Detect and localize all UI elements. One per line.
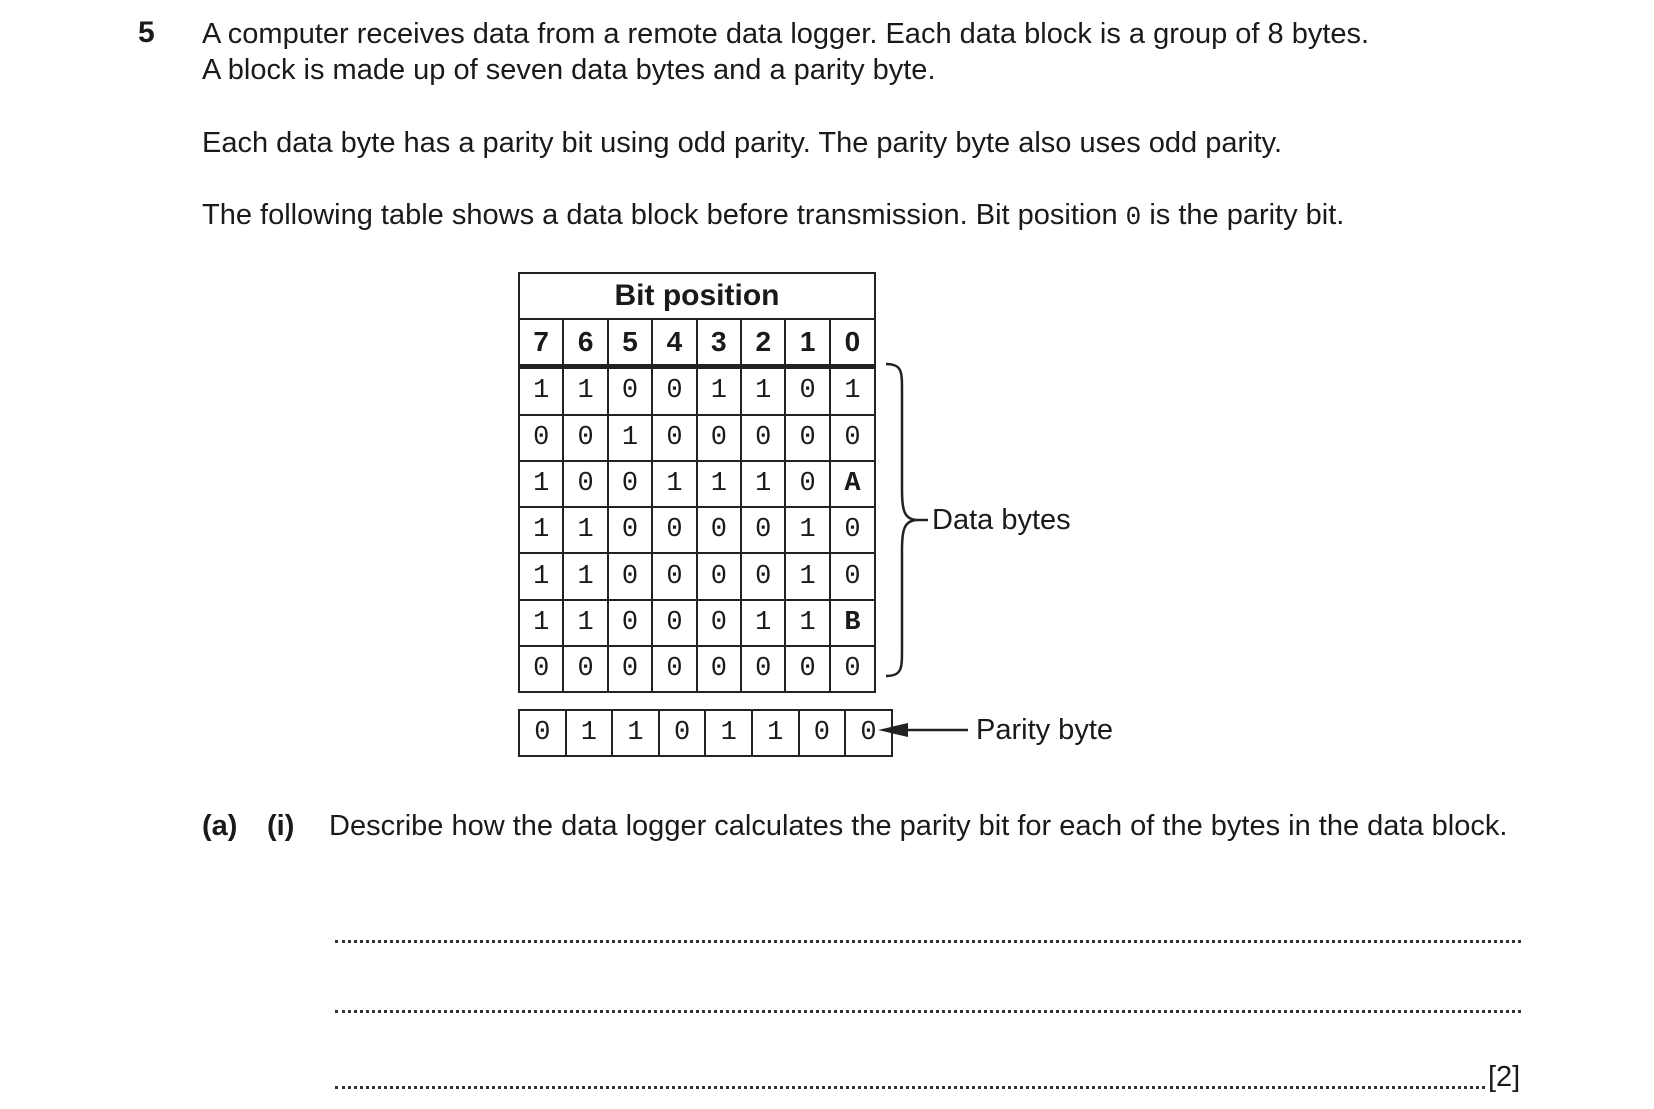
bit-cell: 0 — [519, 415, 563, 461]
answer-line-1[interactable] — [335, 940, 1521, 943]
bit-cell: 1 — [830, 367, 875, 415]
bit-cell: 0 — [519, 646, 563, 692]
bit-cell: 0 — [830, 553, 875, 599]
data-block-table — [518, 272, 876, 693]
question-a-i-text: Describe how the data logger calculates the parity bit for each of the bytes in the data block. — [329, 810, 1508, 842]
parity-description: Each data byte has a parity bit using odd parity. The parity byte also uses odd parity. — [202, 127, 1283, 159]
bit-cell: 0 — [785, 461, 829, 507]
parity-byte-table — [518, 709, 893, 757]
table-row — [519, 553, 875, 599]
bit-cell: 1 — [652, 461, 696, 507]
parity-bit-cell: 1 — [566, 710, 613, 756]
table-description — [202, 197, 1344, 235]
parity-bit-cell: 1 — [705, 710, 752, 756]
bit-cell: 0 — [697, 415, 741, 461]
header-row — [519, 319, 875, 367]
bit-cell: 0 — [741, 507, 785, 553]
table-description-end: is the parity bit. — [1141, 199, 1345, 231]
bit-cell: 1 — [697, 367, 741, 415]
marks-label: [2] — [1488, 1061, 1521, 1093]
bit-cell: 0 — [697, 507, 741, 553]
bit-cell: 0 — [608, 507, 652, 553]
header-cell: 0 — [830, 319, 875, 367]
data-bytes-label: Data bytes — [932, 504, 1071, 536]
parity-bit-cell: 1 — [612, 710, 659, 756]
data-bytes-brace — [880, 360, 930, 680]
bit-cell: 0 — [563, 415, 607, 461]
answer-line-3[interactable] — [335, 1086, 1485, 1089]
part-a-label: (a) — [202, 810, 238, 842]
bit-cell: 1 — [563, 600, 607, 646]
bit-cell: 0 — [608, 367, 652, 415]
intro-line-1: A computer receives data from a remote data logger. Each data block is a group of 8 bytes. — [202, 18, 1370, 50]
table-row — [519, 367, 875, 415]
bit-cell: 0 — [830, 415, 875, 461]
header-cell: 4 — [652, 319, 696, 367]
bit-cell: 0 — [697, 646, 741, 692]
bit-cell: 0 — [652, 415, 696, 461]
answer-line-2[interactable] — [335, 1010, 1521, 1013]
table-row — [519, 600, 875, 646]
bit-cell: 0 — [785, 646, 829, 692]
bit-cell: 1 — [519, 553, 563, 599]
table-row — [519, 415, 875, 461]
parity-bit-cell: 0 — [519, 710, 566, 756]
header-cell: 1 — [785, 319, 829, 367]
parity-row — [519, 710, 892, 756]
bit-cell: 0 — [652, 507, 696, 553]
bit-cell: 1 — [697, 461, 741, 507]
bit-cell: 1 — [608, 415, 652, 461]
bit-cell: 1 — [519, 367, 563, 415]
bit-cell: 0 — [652, 646, 696, 692]
bit-cell: 0 — [830, 507, 875, 553]
bit-cell: 0 — [741, 553, 785, 599]
header-cell: 3 — [697, 319, 741, 367]
bit-cell: 0 — [785, 415, 829, 461]
bit-cell: 0 — [652, 367, 696, 415]
bit-cell: 0 — [608, 646, 652, 692]
intro-line-2: A block is made up of seven data bytes and a parity byte. — [202, 54, 936, 86]
bit-cell: 1 — [741, 600, 785, 646]
bit-cell: 0 — [697, 600, 741, 646]
parity-bit-cell: 0 — [845, 710, 892, 756]
table-description-text: The following table shows a data block before transmission. Bit position — [202, 199, 1126, 231]
bit-position-code: 0 — [1125, 202, 1142, 232]
header-cell: 7 — [519, 319, 563, 367]
bit-cell: 0 — [741, 646, 785, 692]
table-row — [519, 507, 875, 553]
parity-arrow-icon — [876, 720, 970, 740]
parity-bit-cell: 0 — [799, 710, 846, 756]
bit-cell: 1 — [741, 461, 785, 507]
table-row — [519, 461, 875, 507]
bit-cell: 1 — [563, 553, 607, 599]
unknown-bit-b: B — [830, 600, 875, 646]
bit-cell: 1 — [563, 367, 607, 415]
bit-cell: 1 — [741, 367, 785, 415]
bit-cell: 0 — [741, 415, 785, 461]
bit-cell: 1 — [563, 507, 607, 553]
bit-cell: 1 — [785, 600, 829, 646]
header-cell: 6 — [563, 319, 607, 367]
bit-cell: 1 — [519, 600, 563, 646]
bit-cell: 0 — [608, 461, 652, 507]
parity-bit-cell: 1 — [752, 710, 799, 756]
table-title: Bit position — [519, 273, 875, 319]
bit-cell: 1 — [519, 461, 563, 507]
table-row — [519, 646, 875, 692]
bit-cell: 0 — [608, 600, 652, 646]
bit-cell: 0 — [652, 600, 696, 646]
bit-cell: 0 — [563, 461, 607, 507]
bit-cell: 0 — [563, 646, 607, 692]
part-a-i-label: (i) — [267, 810, 295, 842]
bit-cell: 1 — [785, 507, 829, 553]
parity-bit-cell: 0 — [659, 710, 706, 756]
unknown-bit-a: A — [830, 461, 875, 507]
header-cell: 2 — [741, 319, 785, 367]
bit-cell: 0 — [608, 553, 652, 599]
bit-cell: 0 — [697, 553, 741, 599]
bit-cell: 1 — [785, 553, 829, 599]
bit-cell: 0 — [652, 553, 696, 599]
parity-byte-label: Parity byte — [976, 714, 1113, 746]
bit-cell: 1 — [519, 507, 563, 553]
bit-cell: 0 — [830, 646, 875, 692]
question-number: 5 — [138, 16, 155, 49]
header-cell: 5 — [608, 319, 652, 367]
bit-cell: 0 — [785, 367, 829, 415]
